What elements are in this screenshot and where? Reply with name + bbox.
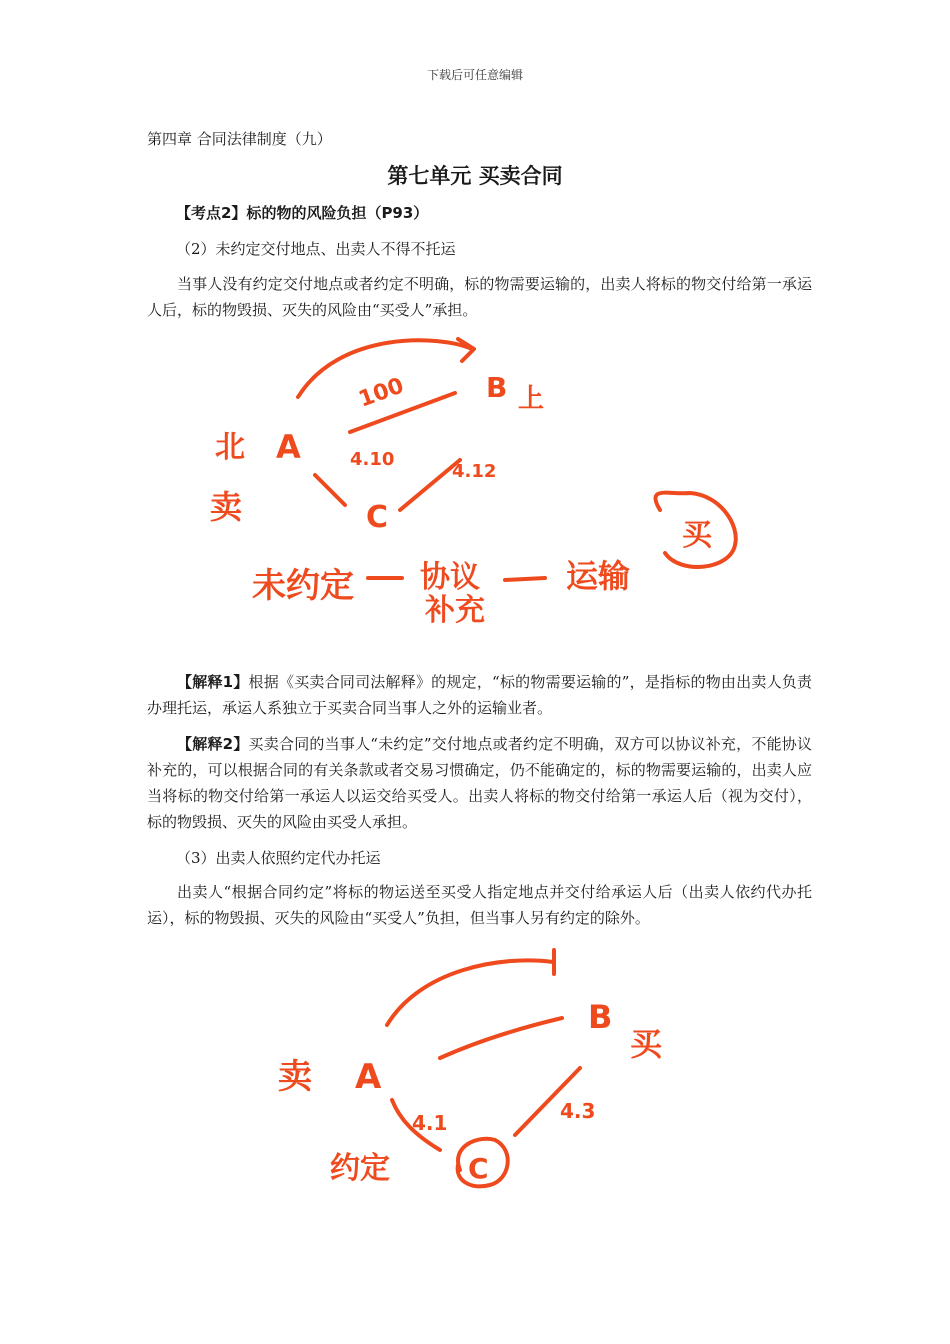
label-sell: 卖 bbox=[278, 1057, 312, 1097]
explain2-tag: 【解释2】 bbox=[177, 735, 249, 753]
explain2-body: 买卖合同的当事人“未约定”交付地点或者约定不明确，双方可以协议补充，不能协议补充的，可以根据合同的有关条款或者交易习惯确定，仍不能确定的，标的物需要运输的，出卖人应当将标的物交付给第一承运人以运交给买受人。出卖人将标的物交付给第一承运人后（视为交付），标的物毁损、灭失的风险由买受人承担。 bbox=[147, 735, 813, 831]
label-date2: 4.12 bbox=[452, 461, 497, 482]
label-date2: 4.3 bbox=[560, 1099, 596, 1123]
section3-body: 出卖人“根据合同约定”将标的物运送至买受人指定地点并交付给承运人后（出卖人依约代办托运），标的物毁损、灭失的风险由“买受人”负担，但当事人另有约定的除外。 bbox=[147, 883, 812, 927]
topic-heading: 【考点2】标的物的风险负担（P93） bbox=[176, 204, 429, 222]
line-a-to-b bbox=[440, 1018, 562, 1058]
label-c: C bbox=[366, 500, 389, 535]
label-b: B bbox=[486, 371, 508, 404]
page-header: 下载后可任意编辑 bbox=[426, 68, 523, 82]
label-a: A bbox=[276, 428, 301, 466]
label-buy: 买 bbox=[630, 1025, 663, 1063]
line-a-to-c bbox=[315, 475, 345, 505]
chapter-title: 第四章 合同法律制度（九） bbox=[147, 130, 332, 148]
label-flow-unagreed: 未约定 bbox=[252, 566, 354, 606]
label-shang: 上 bbox=[518, 384, 545, 414]
arc-arrowhead bbox=[458, 339, 474, 361]
label-date1: 4.10 bbox=[350, 449, 395, 470]
label-sell: 卖 bbox=[210, 488, 243, 526]
section3-title: （3）出卖人依照约定代办托运 bbox=[176, 849, 381, 867]
line-c-to-b bbox=[400, 460, 460, 510]
label-b: B bbox=[588, 998, 613, 1036]
explain1-paragraph bbox=[147, 669, 812, 721]
label-hundred: 100 bbox=[355, 373, 408, 413]
sketch-unagreed-delivery bbox=[0, 335, 950, 645]
sketch-agreed-delivery bbox=[0, 940, 950, 1220]
label-bei: 北 bbox=[215, 430, 245, 465]
label-flow-negotiate: 协议 bbox=[420, 560, 480, 595]
label-date1: 4.1 bbox=[412, 1111, 448, 1135]
section2-title: （2）未约定交付地点、出卖人不得不托运 bbox=[176, 240, 456, 258]
explain1-body: 根据《买卖合同司法解释》的规定，“标的物需要运输的”，是指标的物由出卖人负责办理托运，承运人系独立于买卖合同当事人之外的运输业者。 bbox=[147, 673, 813, 717]
label-flow-transport: 运输 bbox=[566, 557, 631, 595]
explain1-tag: 【解释1】 bbox=[177, 673, 249, 691]
unit-title: 第七单元 买卖合同 bbox=[387, 164, 563, 188]
label-agreed: 约定 bbox=[330, 1151, 390, 1186]
explain2-paragraph bbox=[147, 731, 812, 835]
label-c: C bbox=[468, 1152, 489, 1185]
arrow2-shaft bbox=[505, 578, 545, 580]
label-buy: 买 bbox=[682, 518, 712, 553]
label-a: A bbox=[355, 1057, 382, 1097]
section2-body: 当事人没有约定交付地点或者约定不明确，标的物需要运输的，出卖人将标的物交付给第一承运人后，标的物毁损、灭失的风险由“买受人”承担。 bbox=[147, 275, 812, 319]
label-flow-supplement: 补充 bbox=[425, 593, 485, 628]
arc-a-to-b bbox=[387, 960, 553, 1025]
